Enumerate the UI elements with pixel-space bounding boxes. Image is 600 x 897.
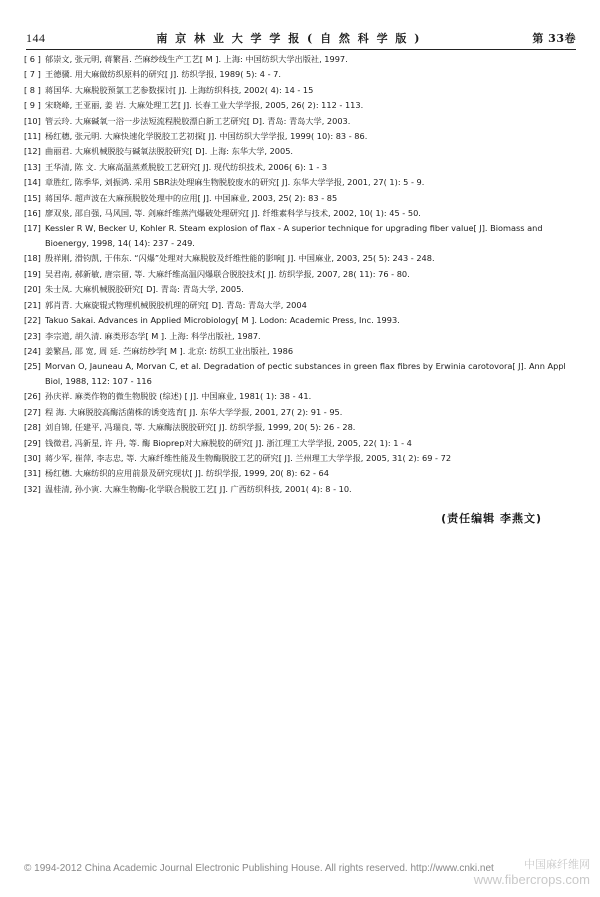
journal-title: 南 京 林 业 大 学 学 报 ( 自 然 科 学 版 ) [156, 32, 422, 45]
reference-text: 王华清, 陈 文. 大麻高温蒸煮脱胶工艺研究[ J]. 现代纺织技术, 2006( 6): 1 - 3 [45, 161, 328, 172]
copyright-notice: © 1994-2012 China Academic Journal Electronic Publishing House. All rights reserved. http://www.cnki.net [24, 863, 494, 874]
site-watermark [420, 858, 590, 892]
volume-label: 第 33卷 [532, 32, 576, 45]
watermark-cn: 中国麻纤维网 [524, 859, 590, 871]
reference-item [24, 144, 576, 159]
reference-number: [18] [24, 253, 41, 264]
reference-number: [20] [24, 284, 41, 295]
reference-item [24, 344, 576, 359]
reference-text: 廖双泉, 邵自强, 马风国, 等. 剑麻纤维蒸汽爆破处理研究[ J]. 纤维素科学与技术, 2002, 10( 1): 45 - 50. [45, 208, 421, 219]
reference-number: [25] [24, 361, 41, 372]
reference-number: [15] [24, 192, 41, 203]
reference-number: [12] [24, 146, 41, 157]
reference-number: [23] [24, 330, 41, 341]
reference-number: [29] [24, 437, 41, 448]
reference-number: [27] [24, 406, 41, 417]
reference-number: [30] [24, 452, 41, 463]
reference-text: 蒋国华. 超声波在大麻预脱胶处理中的应用[ J]. 中国麻业, 2003, 25( 2): 83 - 85 [45, 192, 338, 203]
reference-text: 朱士凤. 大麻机械脱胶研究[ D]. 青岛: 青岛大学, 2005. [45, 284, 244, 295]
reference-item [24, 175, 576, 190]
reference-text: 程 海. 大麻脱胶高酶活菌株的诱变选育[ J]. 东华大学学报, 2001, 27( 2): 91 - 95. [45, 406, 343, 417]
reference-item [24, 298, 576, 313]
running-header [26, 26, 576, 50]
reference-text: 殷祥刚, 滑钧凯, 于伟东. “闪爆”处理对大麻脱胶及纤维性能的影响[ J]. 中国麻业, 2003, 25( 5): 243 - 248. [45, 253, 435, 264]
reference-text: Takuo Sakai. Advances in Applied Microbiology[ M ]. Lodon: Academic Press, Inc. 1993. [45, 315, 400, 326]
responsible-editor: (责任编辑 李燕文) [441, 512, 542, 525]
reference-number: [32] [24, 483, 41, 494]
reference-item [24, 451, 576, 466]
reference-list [24, 52, 576, 497]
reference-number: [24] [24, 345, 41, 356]
reference-number: [19] [24, 268, 41, 279]
reference-number: [ 9 ] [24, 100, 41, 111]
reference-text: 王德骥. 用大麻做纺织原料的研究[ J]. 纺织学报, 1989( 5): 4 - 7. [45, 69, 281, 80]
reference-number: [31] [24, 468, 41, 479]
reference-text: 李宗道, 胡久清. 麻类形态学[ M ]. 上海: 科学出版社, 1987. [45, 330, 261, 341]
reference-number: [10] [24, 115, 41, 126]
reference-item [24, 67, 576, 82]
reference-text: 章胜红, 陈季华, 刘振鸿. 采用 SBR法处理麻生物脱胶废水的研究[ J]. 东华大学学报, 2001, 27( 1): 5 - 9. [45, 177, 425, 188]
reference-item [24, 313, 576, 328]
reference-text: Morvan O, Jauneau A, Morvan C, et al. Degradation of pectic substances in green flax fibres by Erwinia carotovora[ J]. Ann Appl Biol, 1988, 112: 107 - 116 [45, 361, 566, 387]
watermark-url: www.fibercrops.com [473, 872, 590, 887]
reference-number: [ 7 ] [24, 69, 41, 80]
reference-item [24, 329, 576, 344]
reference-text: 蒋少军, 崔萍, 李志忠, 等. 大麻纤维性能及生物酶脱胶工艺的研究[ J]. 兰州理工大学学报, 2005, 31( 2): 69 - 72 [45, 452, 452, 463]
reference-item [24, 251, 576, 266]
reference-item [24, 405, 576, 420]
reference-item [24, 221, 576, 251]
reference-number: [ 6 ] [24, 54, 41, 64]
reference-item [24, 114, 576, 129]
reference-item [24, 267, 576, 282]
reference-number: [11] [24, 131, 41, 142]
reference-text: 孙庆祥. 麻类作物的微生物脱胶 (综述) [ J]. 中国麻业, 1981( 1): 38 - 41. [45, 391, 312, 402]
reference-item [24, 160, 576, 175]
reference-number: [16] [24, 208, 41, 219]
reference-text: 蒋国华. 大麻脱胶预氯工艺参数探讨[ J]. 上海纺织科技, 2002( 4): 14 - 15 [45, 84, 314, 95]
reference-text: 宋晓峰, 王亚丽, 姜 岩. 大麻处理工艺[ J]. 长春工业大学学报, 2005, 26( 2): 112 - 113. [45, 100, 364, 111]
reference-number: [28] [24, 422, 41, 433]
reference-number: [21] [24, 299, 41, 310]
reference-item [24, 282, 576, 297]
reference-text: 郁崇文, 张元明, 蒋繁昌. 苎麻纱线生产工艺[ M ]. 上海: 中国纺织大学出版社, 1997. [45, 54, 348, 64]
reference-item [24, 466, 576, 481]
reference-item [24, 436, 576, 451]
reference-number: [ 8 ] [24, 84, 41, 95]
reference-text: 曲丽君. 大麻机械脱胶与碱氧法脱胶研究[ D]. 上海: 东华大学, 2005. [45, 146, 294, 157]
reference-item [24, 98, 576, 113]
reference-number: [14] [24, 177, 41, 188]
reference-text: 杨红穗, 张元明. 大麻快速化学脱胶工艺初探[ J]. 中国纺织大学学报, 1999( 10): 83 - 86. [45, 131, 368, 142]
reference-text: 管云玲. 大麻碱氧一浴一步法短流程脱胶漂白新工艺研究[ D]. 青岛: 青岛大学, 2003. [45, 115, 351, 126]
reference-number: [13] [24, 161, 41, 172]
reference-text: Kessler R W, Becker U, Kohler R. Steam explosion of flax - A superior technique for upgrading fiber value[ J]. Biomass and Bioenergy, 1998, 14( 14): 237 - 249. [45, 223, 543, 249]
reference-item [24, 191, 576, 206]
reference-text: 钱微君, 冯新星, 许 丹, 等. 酶 Bioprep对大麻脱胶的研究[ J]. 浙江理工大学学报, 2005, 22( 1): 1 - 4 [45, 437, 412, 448]
reference-number: [17] [24, 223, 41, 234]
reference-number: [22] [24, 315, 41, 326]
reference-item [24, 359, 576, 389]
reference-item [24, 206, 576, 221]
reference-item [24, 420, 576, 435]
reference-item [24, 129, 576, 144]
reference-text: 杨红穗. 大麻纺织的应用前景及研究现状[ J]. 纺织学报, 1999, 20( 8): 62 - 64 [45, 468, 329, 479]
reference-item [24, 389, 576, 404]
reference-item [24, 52, 576, 67]
reference-item [24, 482, 576, 497]
reference-text: 温桂清, 孙小寅. 大麻生物酶-化学联合脱胶工艺[ J]. 广西纺织科技, 2001( 4): 8 - 10. [45, 483, 352, 494]
page-number: 144 [26, 31, 46, 45]
reference-number: [26] [24, 391, 41, 402]
reference-text: 刘自锦, 任建平, 冯瑞良, 等. 大麻酶法脱胶研究[ J]. 纺织学报, 1999, 20( 5): 26 - 28. [45, 422, 356, 433]
reference-text: 郭肖青. 大麻旋辊式物理机械脱胶机理的研究[ D]. 青岛: 青岛大学, 2004 [45, 299, 307, 310]
reference-item [24, 83, 576, 98]
reference-text: 吴君南, 郝新敏, 唐宗留, 等. 大麻纤维高温闪爆联合脱胶技术[ J]. 纺织学报, 2007, 28( 11): 76 - 80. [45, 268, 410, 279]
reference-text: 姜繁昌, 邵 宽, 周 廷. 苎麻纺纱学[ M ]. 北京: 纺织工业出版社, 1986 [45, 345, 294, 356]
